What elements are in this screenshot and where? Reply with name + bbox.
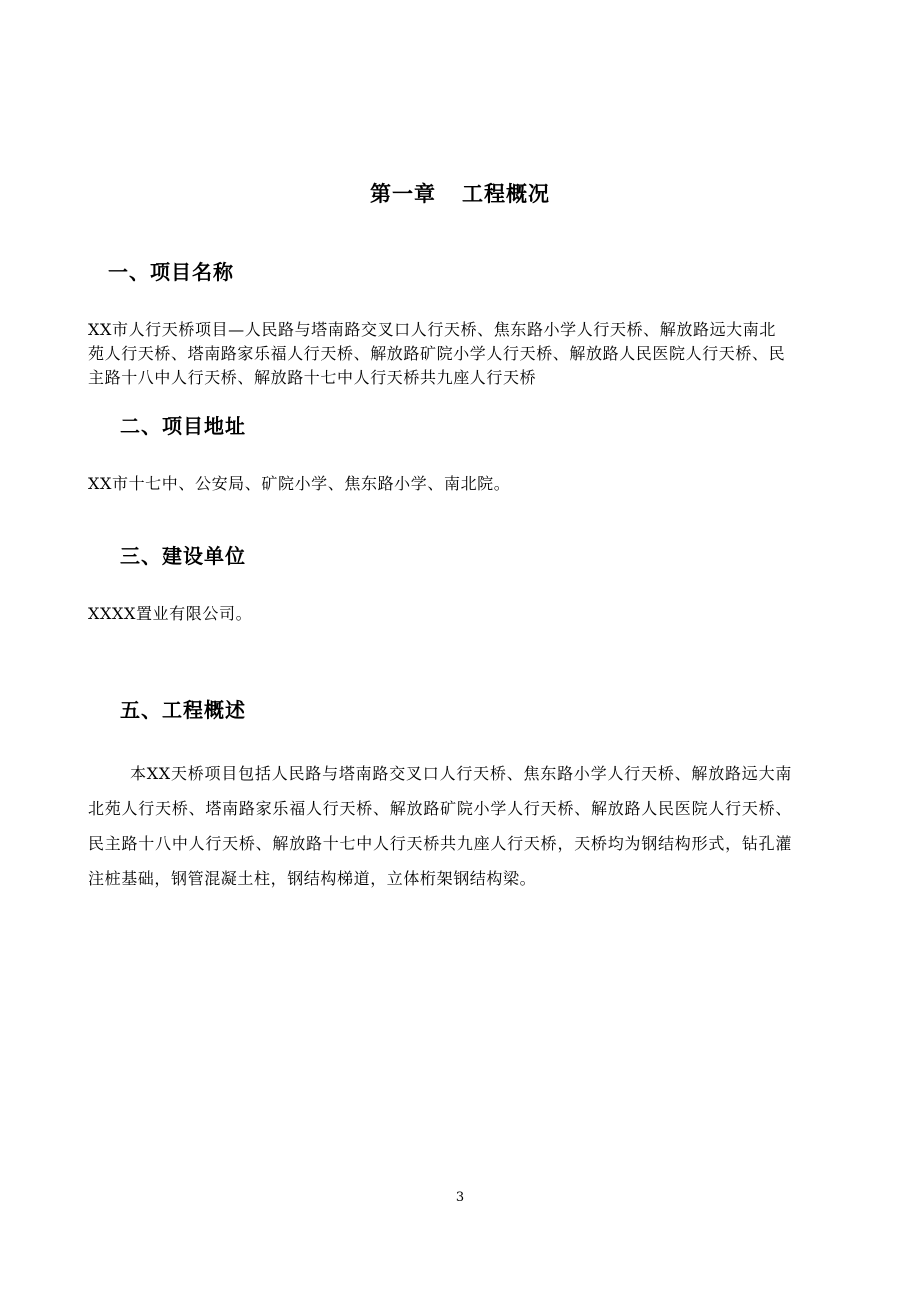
paragraph-overview: 本XX天桥项目包括人民路与塔南路交叉口人行天桥、焦东路小学人行天桥、解放路远大南北苑人行天桥、塔南路家乐福人行天桥、解放路矿院小学人行天桥、解放路人民医院人行天桥、民主路十八中人行天桥、解放路十七中人行天桥共九座人行天桥，天桥均为钢结构形式，钻孔灌注桩基础，钢管混凝土柱，钢结构梯道，立体桁架钢结构梁。 — [88, 764, 792, 888]
chapter-title — [0, 178, 920, 208]
chapter-name: 工程概况 — [462, 182, 550, 206]
heading-overview: 五、工程概述 — [120, 698, 246, 722]
paragraph-project-name: XX市人行天桥项目—人民路与塔南路交叉口人行天桥、焦东路小学人行天桥、解放路远大南北苑人行天桥、塔南路家乐福人行天桥、解放路矿院小学人行天桥、解放路人民医院人行天桥、民主路十八中人行天桥、解放路十七中人行天桥共九座人行天桥 — [88, 320, 786, 387]
heading-project-address: 二、项目地址 — [120, 414, 246, 438]
chapter-number: 第一章 — [370, 182, 436, 206]
page-number: 3 — [455, 1190, 465, 1205]
heading-construction-unit: 三、建设单位 — [120, 544, 246, 568]
paragraph-project-address: XX市十七中、公安局、矿院小学、焦东路小学、南北院。 — [88, 474, 511, 493]
paragraph-construction-unit: XXXX置业有限公司。 — [88, 604, 253, 623]
heading-project-name: 一、项目名称 — [108, 260, 234, 284]
